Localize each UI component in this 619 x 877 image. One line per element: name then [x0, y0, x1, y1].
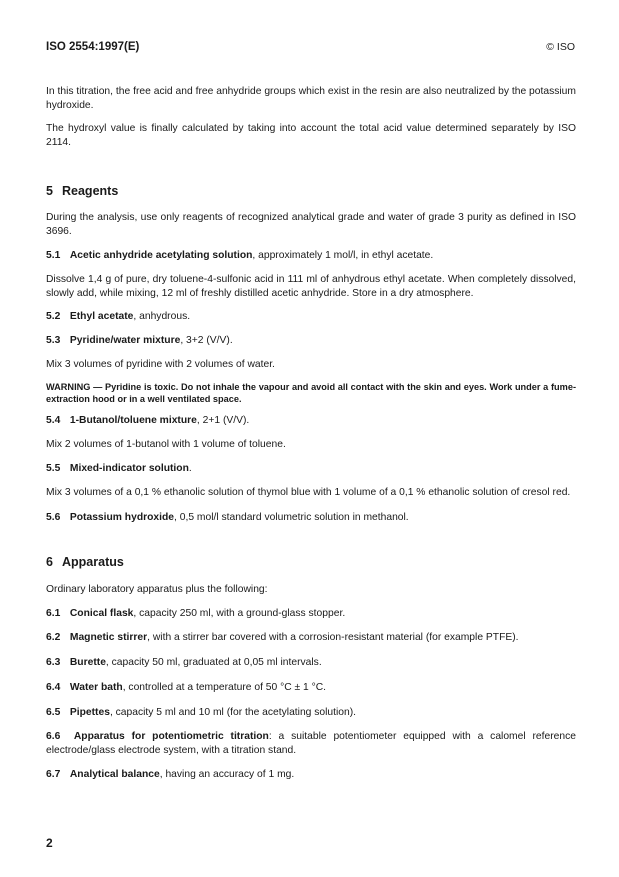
- clause-number: 5.1: [46, 250, 61, 261]
- clause-number: 5.6: [46, 512, 61, 523]
- clause-number: 6.5: [46, 707, 61, 718]
- clause-text: , capacity 50 ml, graduated at 0,05 ml intervals.: [105, 657, 322, 668]
- clause-5-5: [46, 462, 576, 476]
- section-number: 6: [46, 555, 53, 569]
- clause-text: , controlled at a temperature of 50 °C ± 1 °C.: [122, 682, 327, 693]
- clause-5-1-description: Dissolve 1,4 g of pure, dry toluene-4-sulfonic acid in 111 ml of anhydrous ethyl acetate. When completely dissolved, slowly add, while mixing, 12 ml of freshly distilled acetic anhydride. Store in a dry atmosphere.: [46, 274, 576, 299]
- clause-5-3: [46, 334, 576, 348]
- clause-number: 6.1: [46, 608, 61, 619]
- section-title: Reagents: [62, 184, 119, 198]
- section-title: Apparatus: [62, 555, 124, 569]
- clause-title: Water bath: [69, 682, 123, 693]
- clause-number: 6.2: [46, 632, 61, 643]
- clause-5-5-description: Mix 3 volumes of a 0,1 % ethanolic solution of thymol blue with 1 volume of a 0,1 % ethanolic solution of cresol red.: [46, 487, 571, 498]
- clause-title: Analytical balance: [69, 769, 160, 780]
- clause-title: 1-Butanol/toluene mixture: [69, 415, 197, 426]
- clause-text: , 2+1 (V/V).: [196, 415, 250, 426]
- clause-number: 5.4: [46, 415, 61, 426]
- clause-title: Apparatus for potentiometric titration: [73, 731, 269, 742]
- clause-text: , approximately 1 mol/l, in ethyl acetate.: [252, 250, 434, 261]
- clause-title: Mixed-indicator solution: [69, 463, 189, 474]
- clause-6-3: [46, 656, 576, 670]
- intro-paragraph-2: The hydroxyl value is finally calculated by taking into account the total acid value determined separately by ISO 2114.: [46, 123, 576, 148]
- clause-text: , 3+2 (V/V).: [180, 335, 233, 346]
- clause-number: 6.3: [46, 657, 61, 668]
- clause-text: , capacity 250 ml, with a ground-glass stopper.: [133, 608, 346, 619]
- clause-text: , 0,5 mol/l standard volumetric solution in methanol.: [174, 512, 409, 523]
- clause-number: 5.3: [46, 335, 61, 346]
- clause-6-7: [46, 768, 576, 782]
- clause-5-4: [46, 414, 576, 428]
- clause-6-5: [46, 706, 576, 720]
- clause-number: 6.6: [46, 731, 61, 742]
- clause-6-4: [46, 681, 576, 695]
- clause-title: Magnetic stirrer: [69, 632, 148, 643]
- clause-5-1: [46, 249, 576, 263]
- section-heading-reagents: [46, 184, 118, 198]
- pyridine-warning: WARNING — Pyridine is toxic. Do not inhale the vapour and avoid all contact with the skin and eyes. Work under a fume-extraction hood or in a well ventilated space.: [46, 382, 576, 404]
- clause-5-6: [46, 511, 576, 525]
- clause-5-4-description: Mix 2 volumes of 1-butanol with 1 volume of toluene.: [46, 439, 286, 450]
- clause-5-3-description: Mix 3 volumes of pyridine with 2 volumes of water.: [46, 359, 275, 370]
- clause-title: Pipettes: [69, 707, 110, 718]
- clause-title: Ethyl acetate: [69, 311, 134, 322]
- clause-5-2: [46, 310, 576, 324]
- clause-6-2: [46, 631, 576, 645]
- clause-number: 6.4: [46, 682, 61, 693]
- clause-number: 5.2: [46, 311, 61, 322]
- clause-text: , capacity 5 ml and 10 ml (for the acetylating solution).: [109, 707, 357, 718]
- clause-title: Potassium hydroxide: [69, 512, 175, 523]
- intro-paragraph-1: In this titration, the free acid and free anhydride groups which exist in the resin are also neutralized by the potassium hydroxide.: [46, 86, 576, 111]
- clause-title: Pyridine/water mixture: [69, 335, 181, 346]
- clause-text: , having an accuracy of 1 mg.: [159, 769, 295, 780]
- clause-number: 6.7: [46, 769, 61, 780]
- clause-6-6: [46, 730, 576, 757]
- clause-title: Conical flask: [69, 608, 134, 619]
- copyright-mark: © ISO: [546, 41, 575, 53]
- clause-text: , with a stirrer bar covered with a corrosion-resistant material (for example PTFE).: [147, 632, 519, 643]
- clause-number: 5.5: [46, 463, 61, 474]
- section-heading-apparatus: [46, 555, 124, 569]
- apparatus-intro: Ordinary laboratory apparatus plus the following:: [46, 584, 268, 595]
- page-number: 2: [46, 836, 53, 850]
- section-number: 5: [46, 184, 53, 198]
- document-id: ISO 2554:1997(E): [46, 41, 140, 53]
- clause-title: Acetic anhydride acetylating solution: [69, 250, 253, 261]
- clause-text: , anhydrous.: [133, 311, 191, 322]
- clause-text: : a suitable potentiometer equipped with a calomel reference electrode/glass electrode system, with a titration stand.: [46, 731, 576, 756]
- clause-6-1: [46, 607, 576, 621]
- clause-title: Burette: [69, 657, 106, 668]
- reagents-intro: During the analysis, use only reagents of recognized analytical grade and water of grade 3 purity as defined in ISO 3696.: [46, 212, 576, 237]
- clause-text: .: [188, 463, 192, 474]
